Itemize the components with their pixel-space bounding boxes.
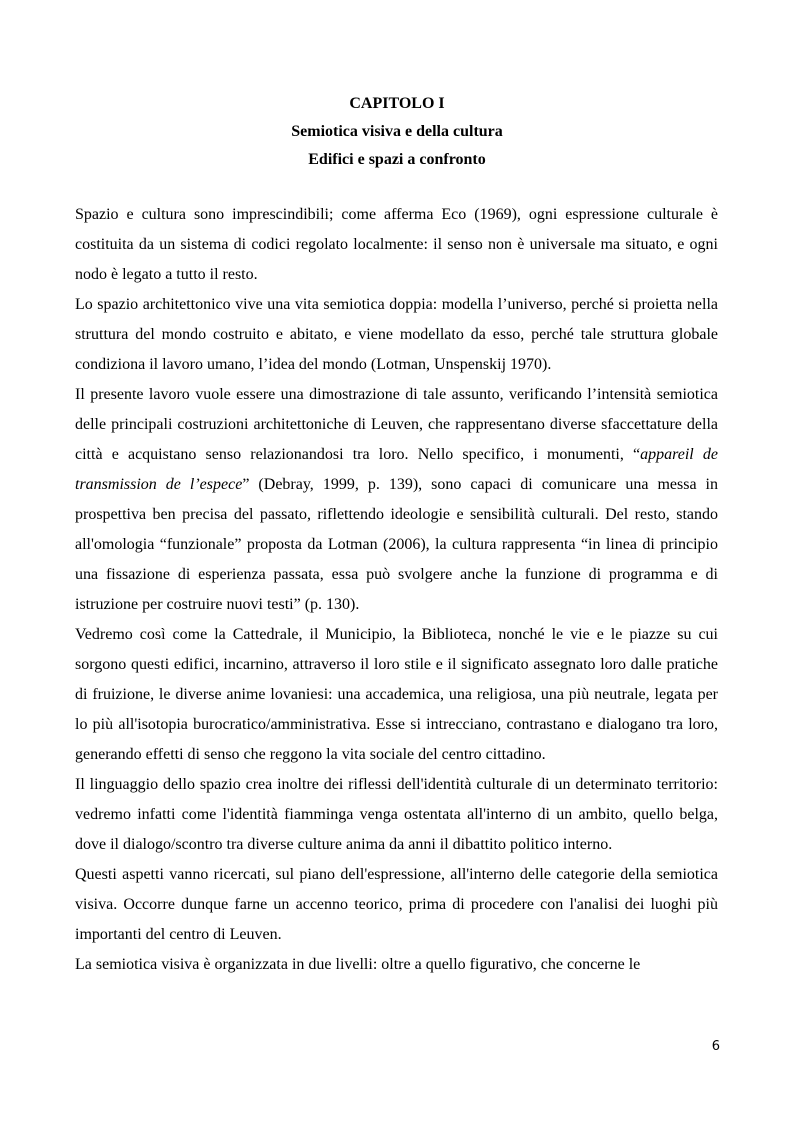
body-text: [75, 200, 718, 980]
paragraph-5: Il linguaggio dello spazio crea inoltre dei riflessi dell'identità culturale di un determinato territorio: vedremo infatti come l'identità fiamminga venga ostentata all'interno di un ambito, quello belga, dove il dialogo/scontro tra diverse culture anima da anni il dibattito politico interno.: [75, 776, 718, 853]
paragraph-3-text-a: Il presente lavoro vuole essere una dimostrazione di tale assunto, verificando l’intensità semiotica delle principali costruzioni architettoniche di Leuven, che rappresentano diverse sfaccettature della città e acquistano senso relazionandosi tra loro. Nello specifico, i monumenti, “: [75, 386, 718, 463]
paragraph-3-italic-quote: appareil de transmission de l’espece: [75, 446, 718, 493]
chapter-subtitle: Edifici e spazi a confronto: [308, 151, 486, 168]
chapter-title: Semiotica visiva e della cultura: [291, 123, 503, 140]
paragraph-3: [75, 380, 718, 620]
paragraph-2: Lo spazio architettonico vive una vita semiotica doppia: modella l’universo, perché si proietta nella struttura del mondo costruito e abitato, e viene modellato da esso, perché tale struttura globale condiziona il lavoro umano, l’idea del mondo (Lotman, Unspenskij 1970).: [75, 296, 718, 373]
paragraph-3-text-b: ” (Debray, 1999, p. 139), sono capaci di comunicare una messa in prospettiva ben precisa del passato, riflettendo ideologie e sensibilità culturali. Del resto, stando all'omologia “funzionale” proposta da Lotman (2006), la cultura rappresenta “in linea di principio una fissazione di esperienza passata, essa può svolgere anche la funzione di programma e di istruzione per costruire nuovi testi” (p. 130).: [75, 476, 718, 613]
paragraph-4: Vedremo così come la Cattedrale, il Municipio, la Biblioteca, nonché le vie e le piazze su cui sorgono questi edifici, incarnino, attraverso il loro stile e il significato assegnato loro dalle pratiche di fruizione, le diverse anime lovaniesi: una accademica, una religiosa, una più neutrale, legata per lo più all'isotopia burocratico/amministrativa. Esse si intrecciano, contrastano e dialogano tra loro, generando effetti di senso che reggono la vita sociale del centro cittadino.: [75, 626, 718, 763]
page-number: 6: [711, 1039, 720, 1054]
paragraph-7: La semiotica visiva è organizzata in due livelli: oltre a quello figurativo, che concerne le: [75, 956, 641, 973]
chapter-heading: CAPITOLO I: [349, 95, 445, 112]
paragraph-1: Spazio e cultura sono imprescindibili; come afferma Eco (1969), ogni espressione culturale è costituita da un sistema di codici regolato localmente: il senso non è universale ma situato, e ogni nodo è legato a tutto il resto.: [75, 206, 718, 283]
paragraph-6: Questi aspetti vanno ricercati, sul piano dell'espressione, all'interno delle categorie della semiotica visiva. Occorre dunque farne un accenno teorico, prima di procedere con l'analisi dei luoghi più importanti del centro di Leuven.: [75, 866, 718, 943]
